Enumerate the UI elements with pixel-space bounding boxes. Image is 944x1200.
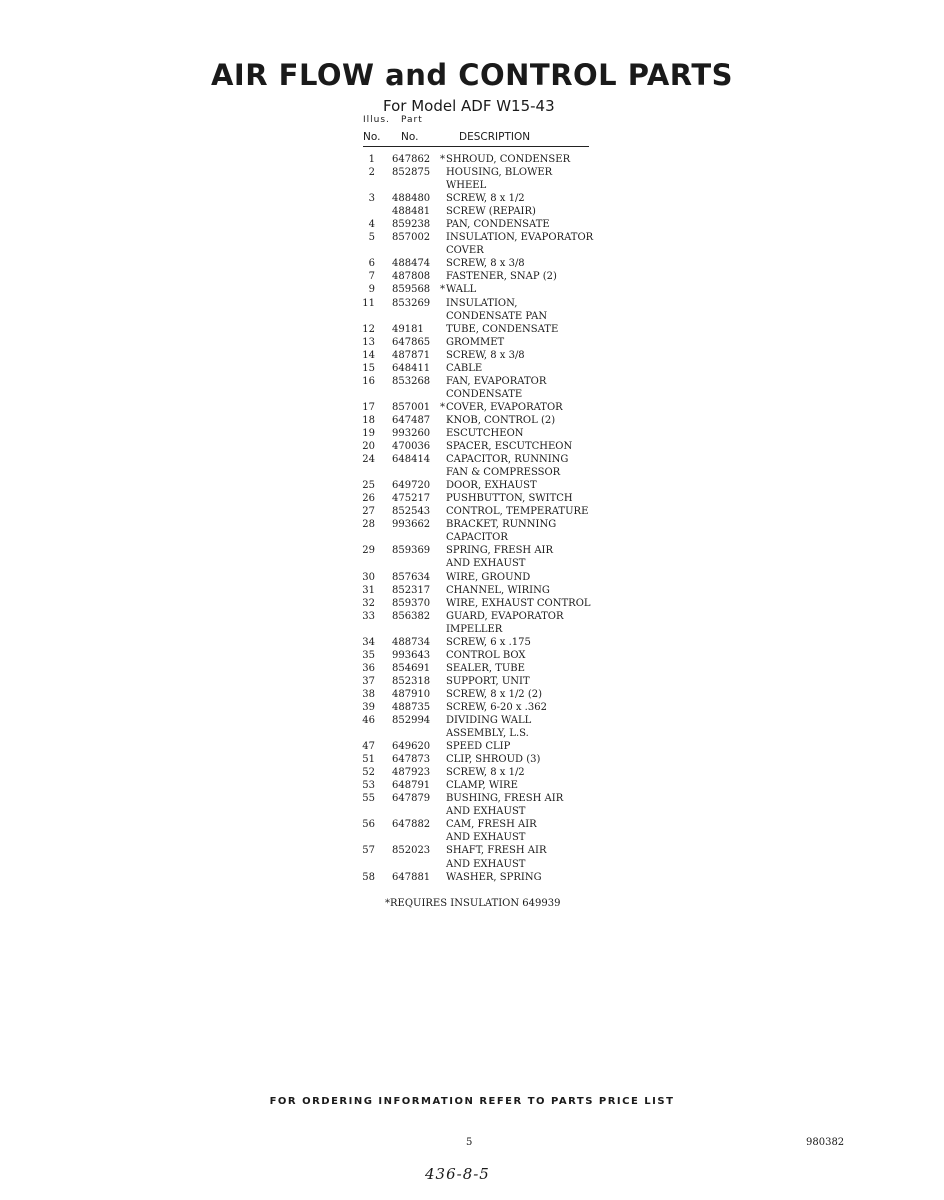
- insulation-marker: [438, 362, 445, 375]
- part-description: GROMMET: [446, 336, 505, 348]
- illus-number: 55: [362, 793, 375, 805]
- part-description: ESCUTCHEON: [446, 427, 524, 439]
- part-description: COVER, EVAPORATOR: [446, 401, 563, 413]
- part-row: [361, 414, 593, 427]
- part-description: INSULATION, EVAPORATOR: [446, 232, 594, 244]
- part-description: SCREW, 8 x 1/2: [446, 193, 525, 205]
- insulation-marker: [438, 662, 445, 675]
- part-description: CLAMP, WIRE: [446, 780, 518, 792]
- part-number: [375, 557, 438, 570]
- illus-number: 13: [362, 336, 375, 348]
- illus-number: 30: [362, 571, 375, 583]
- insulation-marker: [438, 727, 445, 740]
- insulation-marker: [438, 610, 445, 623]
- part-description: KNOB, CONTROL (2): [446, 414, 556, 426]
- part-description: PAN, CONDENSATE: [446, 219, 550, 231]
- part-label: Part: [401, 115, 423, 125]
- insulation-marker: [438, 453, 445, 466]
- part-row: [361, 362, 593, 375]
- part-description: PUSHBUTTON, SWITCH: [446, 493, 573, 505]
- insulation-marker: [438, 166, 445, 179]
- part-row: [361, 675, 593, 688]
- part-row: [361, 818, 593, 831]
- part-row-continuation: [361, 557, 593, 570]
- part-row: [361, 166, 593, 179]
- illus-number: 18: [362, 414, 375, 426]
- part-number: 647882: [392, 819, 431, 831]
- part-number: [375, 831, 438, 844]
- part-row: [361, 492, 593, 505]
- insulation-marker: [438, 714, 445, 727]
- part-number: 49181: [392, 323, 424, 335]
- part-description: SCREW, 6-20 x .362: [446, 701, 547, 713]
- part-description: SCREW, 8 x 3/8: [446, 349, 525, 361]
- description-header: DESCRIPTION: [459, 131, 531, 143]
- illus-number: 2: [368, 167, 375, 179]
- part-number: 647879: [392, 793, 431, 805]
- illus-number: 9: [368, 284, 375, 296]
- part-number: 993260: [392, 427, 431, 439]
- part-number: [375, 466, 438, 479]
- part-row: [361, 205, 593, 218]
- part-number: 647873: [392, 754, 431, 766]
- illus-number: 39: [362, 701, 375, 713]
- part-number: 859370: [392, 597, 431, 609]
- part-row-continuation: [361, 727, 593, 740]
- part-number: 648791: [392, 780, 431, 792]
- part-description: DOOR, EXHAUST: [446, 480, 537, 492]
- part-number: 475217: [392, 493, 431, 505]
- part-number: 993643: [392, 649, 431, 661]
- part-row-continuation: [361, 858, 593, 871]
- part-row: [361, 401, 593, 414]
- insulation-marker: [438, 623, 445, 636]
- insulation-marker: [438, 205, 445, 218]
- part-row: [361, 505, 593, 518]
- part-number: 854691: [392, 662, 431, 674]
- insulation-marker: [438, 231, 445, 244]
- insulation-marker: [438, 688, 445, 701]
- part-description: INSULATION,: [446, 297, 518, 309]
- part-row: [361, 297, 593, 310]
- part-row: [361, 701, 593, 714]
- insulation-marker: [438, 649, 445, 662]
- part-description: WHEEL: [446, 180, 487, 192]
- part-description: SPEED CLIP: [446, 741, 511, 753]
- illus-number: 47: [362, 741, 375, 753]
- part-description: CONTROL, TEMPERATURE: [446, 506, 589, 518]
- part-description: TUBE, CONDENSATE: [446, 323, 559, 335]
- insulation-marker: [438, 479, 445, 492]
- part-description: BUSHING, FRESH AIR: [446, 793, 564, 805]
- illus-number: 28: [362, 519, 375, 531]
- illus-number: 14: [362, 349, 375, 361]
- part-row: [361, 662, 593, 675]
- part-row: [361, 571, 593, 584]
- insulation-marker: [438, 871, 445, 884]
- part-number: 853268: [392, 375, 431, 387]
- illus-number: [361, 623, 375, 636]
- part-number: [375, 858, 438, 871]
- illus-number: 38: [362, 688, 375, 700]
- part-description: SPRING, FRESH AIR: [446, 545, 554, 557]
- insulation-marker: *: [440, 401, 445, 413]
- part-description: CHANNEL, WIRING: [446, 584, 550, 596]
- part-description: AND EXHAUST: [446, 558, 526, 570]
- part-row: [361, 375, 593, 388]
- insulation-marker: [438, 349, 445, 362]
- illus-number: [361, 388, 375, 401]
- footnote: *REQUIRES INSULATION 649939: [385, 898, 561, 909]
- part-description: WASHER, SPRING: [446, 871, 542, 883]
- part-row-continuation: [361, 831, 593, 844]
- part-number: 487910: [392, 688, 431, 700]
- illus-number: [361, 831, 375, 844]
- part-description: ASSEMBLY, L.S.: [446, 728, 529, 740]
- part-number: [375, 388, 438, 401]
- part-number: 993662: [392, 519, 431, 531]
- part-number: [375, 805, 438, 818]
- part-number: 649720: [392, 480, 431, 492]
- insulation-marker: [438, 466, 445, 479]
- part-number: 647487: [392, 414, 431, 426]
- part-description: AND EXHAUST: [446, 832, 526, 844]
- part-row: [361, 597, 593, 610]
- insulation-marker: [438, 675, 445, 688]
- part-number: 488480: [392, 193, 431, 205]
- part-number: 488735: [392, 701, 431, 713]
- part-number: 852023: [392, 845, 431, 857]
- part-row: [361, 688, 593, 701]
- part-description: GUARD, EVAPORATOR: [446, 610, 564, 622]
- part-number: 649620: [392, 741, 431, 753]
- insulation-marker: [438, 779, 445, 792]
- part-row: [361, 349, 593, 362]
- handwritten-note: 436-8-5: [425, 1165, 490, 1183]
- insulation-marker: [438, 375, 445, 388]
- part-number: 852994: [392, 715, 431, 727]
- part-number: [375, 531, 438, 544]
- illus-number: 57: [362, 845, 375, 857]
- illus-number: 25: [362, 480, 375, 492]
- part-description: BRACKET, RUNNING: [446, 519, 557, 531]
- part-row: [361, 714, 593, 727]
- insulation-marker: [438, 858, 445, 871]
- part-description: AND EXHAUST: [446, 806, 526, 818]
- part-number: 647862: [392, 154, 431, 165]
- part-row: [361, 257, 593, 270]
- part-row: [361, 218, 593, 231]
- part-number: 856382: [392, 610, 431, 622]
- part-description: SCREW (REPAIR): [446, 206, 536, 218]
- insulation-marker: [438, 818, 445, 831]
- part-description: FAN, EVAPORATOR: [446, 375, 547, 387]
- insulation-marker: [438, 805, 445, 818]
- part-row-continuation: [361, 623, 593, 636]
- illus-number: 3: [368, 193, 375, 205]
- insulation-marker: [438, 701, 445, 714]
- illus-number: 32: [362, 597, 375, 609]
- part-number: 470036: [392, 441, 431, 453]
- part-number: [375, 310, 438, 323]
- part-number: 648414: [392, 454, 431, 466]
- part-row: [361, 649, 593, 662]
- illus-number: 12: [362, 323, 375, 335]
- insulation-marker: [438, 636, 445, 649]
- part-number: 859568: [392, 284, 431, 296]
- insulation-marker: [438, 388, 445, 401]
- part-description: SEALER, TUBE: [446, 662, 525, 674]
- illus-number: 11: [362, 297, 375, 309]
- insulation-marker: [438, 244, 445, 257]
- part-description: IMPELLER: [446, 623, 503, 635]
- illus-number: 34: [362, 636, 375, 648]
- insulation-marker: [438, 492, 445, 505]
- part-description: WALL: [446, 284, 477, 296]
- illus-number: 4: [368, 219, 375, 231]
- part-row: [361, 740, 593, 753]
- part-description: CAPACITOR, RUNNING: [446, 454, 569, 466]
- part-row: [361, 871, 593, 884]
- illus-number: 20: [362, 441, 375, 453]
- part-row-continuation: [361, 466, 593, 479]
- part-number: [375, 179, 438, 192]
- illus-number: 6: [368, 258, 375, 270]
- part-number: 648411: [392, 362, 431, 374]
- insulation-marker: [438, 597, 445, 610]
- illus-number: 24: [362, 454, 375, 466]
- part-description: CONTROL BOX: [446, 649, 526, 661]
- part-number: 852543: [392, 506, 431, 518]
- part-number: [375, 727, 438, 740]
- illus-number: [361, 805, 375, 818]
- part-number: 852875: [392, 167, 431, 179]
- part-description: SUPPORT, UNIT: [446, 675, 530, 687]
- illus-number: 29: [362, 545, 375, 557]
- part-number: 487871: [392, 349, 431, 361]
- part-description: CLIP, SHROUD (3): [446, 754, 541, 766]
- insulation-marker: *: [440, 154, 445, 165]
- part-description: FAN & COMPRESSOR: [446, 467, 561, 479]
- illus-number: 52: [362, 767, 375, 779]
- insulation-marker: [438, 544, 445, 557]
- part-row: [361, 192, 593, 205]
- part-row: [361, 636, 593, 649]
- illus-number: 19: [362, 427, 375, 439]
- part-number: 853269: [392, 297, 431, 309]
- part-row-continuation: [361, 179, 593, 192]
- insulation-marker: [438, 505, 445, 518]
- ordering-info: FOR ORDERING INFORMATION REFER TO PARTS PRICE LIST: [269, 1096, 675, 1107]
- part-description: CAPACITOR: [446, 532, 508, 544]
- part-number: 647865: [392, 336, 431, 348]
- illus-number: 37: [362, 675, 375, 687]
- illus-no-header: No.: [363, 131, 381, 143]
- part-description: WIRE, EXHAUST CONTROL: [446, 597, 591, 609]
- column-header-row: [363, 131, 589, 147]
- part-row: [361, 792, 593, 805]
- part-row: [361, 283, 593, 296]
- insulation-marker: [438, 584, 445, 597]
- illus-number: [361, 310, 375, 323]
- illus-number: 53: [362, 780, 375, 792]
- document-code: 980382: [806, 1137, 845, 1148]
- insulation-marker: [438, 310, 445, 323]
- part-description: SCREW, 8 x 1/2 (2): [446, 688, 543, 700]
- part-number: 857002: [392, 232, 431, 244]
- part-row: [361, 440, 593, 453]
- insulation-marker: [438, 557, 445, 570]
- illus-number: [361, 466, 375, 479]
- part-row: [361, 518, 593, 531]
- part-description: CONDENSATE PAN: [446, 310, 548, 322]
- model-subtitle: For Model ADF W15-43: [383, 97, 555, 115]
- part-row: [361, 323, 593, 336]
- insulation-marker: [438, 336, 445, 349]
- part-description: SPACER, ESCUTCHEON: [446, 441, 573, 453]
- part-row: [361, 544, 593, 557]
- part-row-continuation: [361, 310, 593, 323]
- illus-number: 56: [362, 819, 375, 831]
- illus-number: 58: [362, 871, 375, 883]
- part-number: 487923: [392, 767, 431, 779]
- insulation-marker: [438, 257, 445, 270]
- illus-number: [361, 531, 375, 544]
- insulation-marker: *: [440, 284, 445, 296]
- part-number: 859369: [392, 545, 431, 557]
- insulation-marker: [438, 323, 445, 336]
- part-row: [361, 844, 593, 857]
- part-row: [361, 453, 593, 466]
- insulation-marker: [438, 766, 445, 779]
- part-row-continuation: [361, 805, 593, 818]
- part-description: HOUSING, BLOWER: [446, 167, 553, 179]
- part-description: SCREW, 8 x 3/8: [446, 258, 525, 270]
- illus-number: 5: [368, 232, 375, 244]
- part-row: [361, 427, 593, 440]
- insulation-marker: [438, 831, 445, 844]
- illus-number: 51: [362, 754, 375, 766]
- insulation-marker: [438, 427, 445, 440]
- insulation-marker: [438, 518, 445, 531]
- part-row-continuation: [361, 531, 593, 544]
- part-row: [361, 336, 593, 349]
- part-number: [375, 244, 438, 257]
- parts-list: [361, 153, 593, 884]
- insulation-marker: [438, 270, 445, 283]
- part-description: SCREW, 6 x .175: [446, 636, 531, 648]
- insulation-marker: [438, 531, 445, 544]
- illus-number: [361, 179, 375, 192]
- part-row: [361, 270, 593, 283]
- page-number: 5: [466, 1137, 473, 1148]
- insulation-marker: [438, 753, 445, 766]
- insulation-marker: [438, 297, 445, 310]
- part-number: [375, 623, 438, 636]
- part-number: 852317: [392, 584, 431, 596]
- part-number: 487808: [392, 271, 431, 283]
- part-row: [361, 766, 593, 779]
- part-number: 857001: [392, 401, 431, 413]
- illus-number: [361, 557, 375, 570]
- part-number: 488474: [392, 258, 431, 270]
- part-row: [361, 231, 593, 244]
- part-row-continuation: [361, 388, 593, 401]
- part-row: [361, 153, 593, 166]
- illus-number: 26: [362, 493, 375, 505]
- insulation-marker: [438, 792, 445, 805]
- illus-number: 31: [362, 584, 375, 596]
- part-number: 859238: [392, 219, 431, 231]
- insulation-marker: [438, 414, 445, 427]
- part-row-continuation: [361, 244, 593, 257]
- illus-number: [361, 244, 375, 257]
- illus-number: 36: [362, 662, 375, 674]
- part-number: 488734: [392, 636, 431, 648]
- part-row: [361, 753, 593, 766]
- insulation-marker: [438, 571, 445, 584]
- insulation-marker: [438, 844, 445, 857]
- illus-label: Illus.: [363, 115, 390, 125]
- part-number: 852318: [392, 675, 431, 687]
- part-description: CONDENSATE: [446, 388, 523, 400]
- part-description: WIRE, GROUND: [446, 571, 531, 583]
- illus-number: 33: [362, 610, 375, 622]
- illus-number: 15: [362, 362, 375, 374]
- illus-number: 17: [362, 401, 375, 413]
- part-description: CAM, FRESH AIR: [446, 819, 537, 831]
- part-row: [361, 479, 593, 492]
- part-row: [361, 779, 593, 792]
- column-header-top: [363, 115, 423, 125]
- illus-number: 7: [368, 271, 375, 283]
- illus-number: [361, 205, 375, 218]
- part-number: 857634: [392, 571, 431, 583]
- page-title: AIR FLOW and CONTROL PARTS: [210, 58, 733, 92]
- part-description: DIVIDING WALL: [446, 715, 532, 727]
- insulation-marker: [438, 740, 445, 753]
- part-row: [361, 610, 593, 623]
- illus-number: 16: [362, 375, 375, 387]
- part-no-header: No.: [401, 131, 419, 143]
- part-description: AND EXHAUST: [446, 858, 526, 870]
- part-number: 488481: [392, 206, 431, 218]
- part-description: SHROUD, CONDENSER: [446, 154, 571, 165]
- insulation-marker: [438, 192, 445, 205]
- illus-number: 27: [362, 506, 375, 518]
- illus-number: 1: [368, 154, 375, 165]
- insulation-marker: [438, 440, 445, 453]
- part-description: COVER: [446, 245, 484, 257]
- part-description: SCREW, 8 x 1/2: [446, 767, 525, 779]
- illus-number: 46: [362, 715, 375, 727]
- insulation-marker: [438, 179, 445, 192]
- part-description: CABLE: [446, 362, 483, 374]
- illus-number: [361, 858, 375, 871]
- insulation-marker: [438, 218, 445, 231]
- illus-number: 35: [362, 649, 375, 661]
- part-row: [361, 584, 593, 597]
- part-description: SHAFT, FRESH AIR: [446, 845, 547, 857]
- part-description: FASTENER, SNAP (2): [446, 271, 557, 283]
- illus-number: [361, 727, 375, 740]
- part-number: 647881: [392, 871, 431, 883]
